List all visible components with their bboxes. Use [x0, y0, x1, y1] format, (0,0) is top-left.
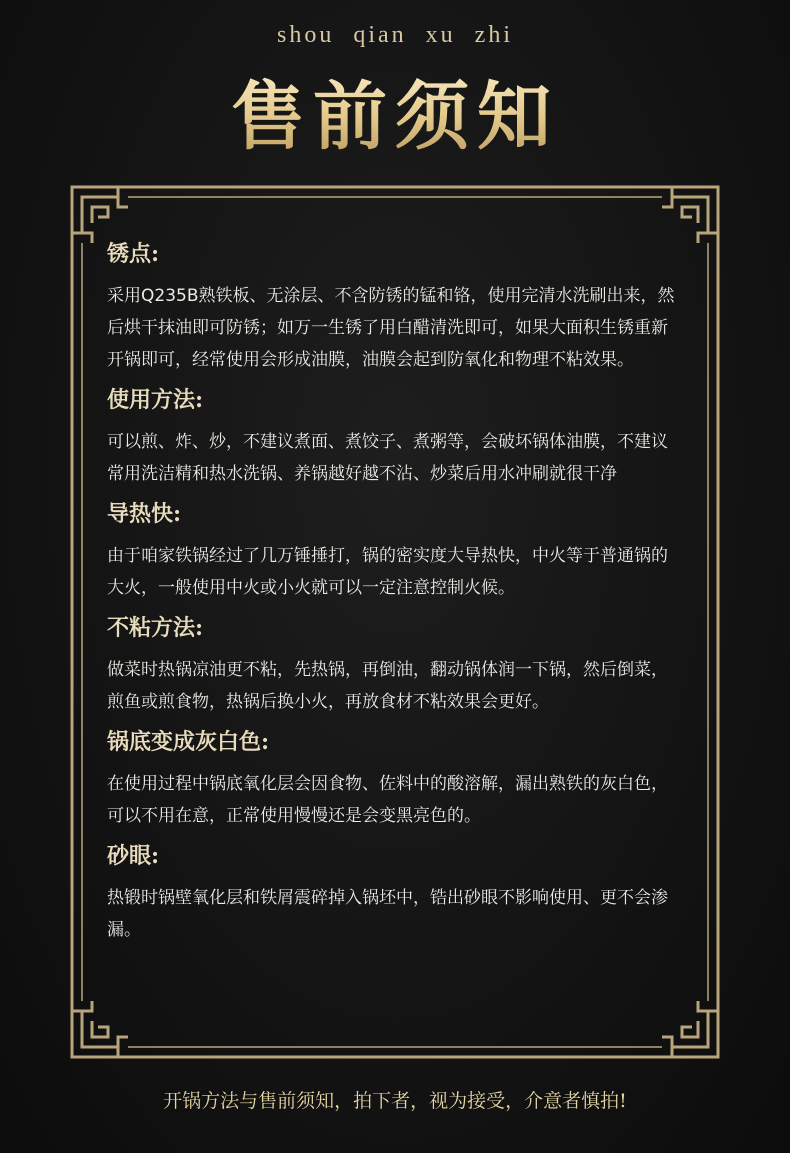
- section-heading: 锈点:: [107, 241, 160, 267]
- corner-ornament-bottom-left: [72, 1001, 128, 1057]
- section-nonstick: [107, 608, 683, 718]
- section-body: 采用Q235B熟铁板、无涂层、不含防锈的锰和铬，使用完清水洗刷出来，然后烘干抹油即可防锈；如万一生锈了用白醋清洗即可，如果大面积生锈重新开锅即可，经常使用会形成油膜，油膜会起到防氧化和物理不粘效果。: [107, 286, 675, 370]
- section-usage: [107, 380, 683, 490]
- section-body: 热锻时锅壁氧化层和铁屑震碎掉入锅坯中，锆出砂眼不影响使用、更不会渗漏。: [107, 888, 668, 940]
- footer-notice: 开锅方法与售前须知，拍下者，视为接受，介意者慎拍!: [163, 1090, 627, 1112]
- pinyin-subtitle: shou qian xu zhi: [277, 22, 513, 48]
- section-heading: 不粘方法:: [107, 615, 204, 641]
- notice-content: [107, 234, 683, 950]
- section-body: 可以煎、炸、炒，不建议煮面、煮饺子、煮粥等，会破坏锅体油膜，不建议常用洗洁精和热水洗锅、养锅越好越不沾、炒菜后用水冲刷就很干净: [107, 432, 668, 484]
- section-rust: [107, 234, 683, 376]
- section-heading: 导热快:: [107, 501, 182, 527]
- section-body: 在使用过程中锅底氧化层会因食物、佐料中的酸溶解，漏出熟铁的灰白色，可以不用在意，正常使用慢慢还是会变黑亮色的。: [107, 774, 668, 826]
- section-heading: 使用方法:: [107, 387, 204, 413]
- page-title: 售前须知: [0, 58, 790, 164]
- section-heading: 锅底变成灰白色:: [107, 729, 270, 755]
- section-body: 做菜时热锅凉油更不粘，先热锅，再倒油，翻动锅体润一下锅，然后倒菜，煎鱼或煎食物，热锅后换小火，再放食材不粘效果会更好。: [107, 660, 668, 712]
- section-body: 由于咱家铁锅经过了几万锤捶打，锅的密实度大导热快，中火等于普通锅的大火，一般使用中火或小火就可以一定注意控制火候。: [107, 546, 668, 598]
- section-pinholes: [107, 836, 683, 946]
- section-discolor: [107, 722, 683, 832]
- section-heat: [107, 494, 683, 604]
- section-heading: 砂眼:: [107, 843, 160, 869]
- corner-ornament-bottom-right: [662, 1001, 718, 1057]
